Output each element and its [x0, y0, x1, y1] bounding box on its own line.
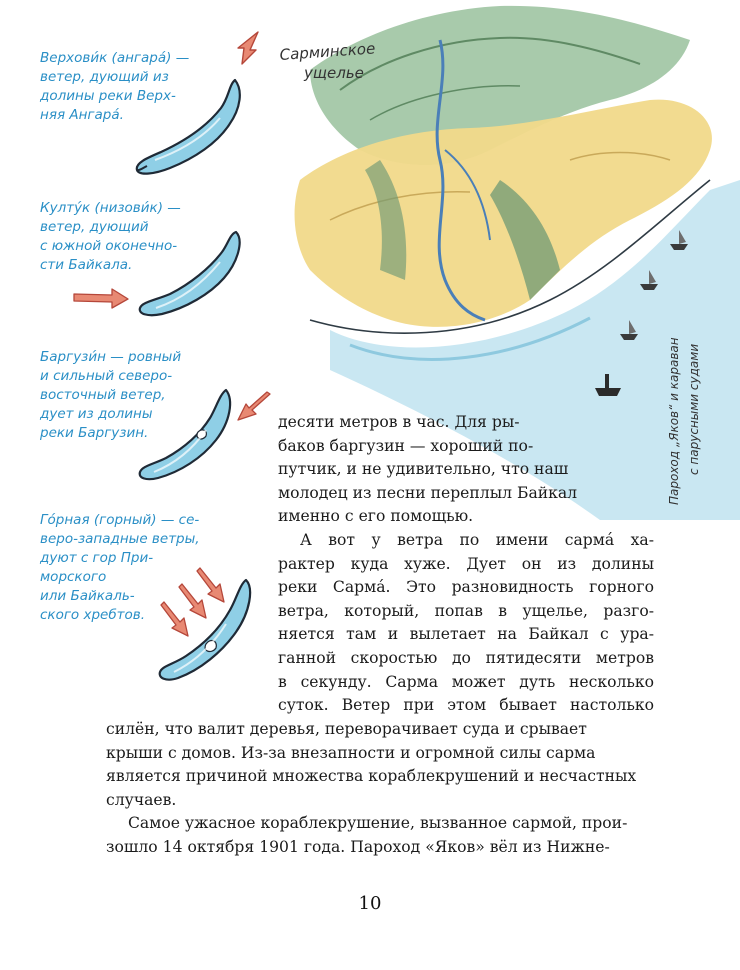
body-text-line: рактер куда хуже. Дует он из долины [278, 554, 654, 573]
ships-label: с парусными судами [687, 343, 701, 475]
body-text-line: баков баргузин — хороший по- [278, 436, 534, 455]
body-text-line: является причиной множества кораблекрушений и несчастных [106, 767, 637, 786]
baikal-lake-barguzin-illustration [128, 382, 248, 492]
wind-text-line: или Байкаль- [40, 588, 135, 604]
body-text-line: случаев. [106, 790, 177, 809]
body-text-narrow [278, 411, 654, 718]
baikal-lake-kultuk-illustration [128, 222, 268, 332]
body-text-line: суток. Ветер при этом бывает настолько [278, 696, 654, 715]
body-text-line: силён, что валит деревья, переворачивает суда и срывает [106, 720, 587, 738]
wind-arrow-icon [160, 598, 194, 638]
gorge-label: Сарминское [279, 39, 376, 64]
body-text-line: зошло 14 октября 1901 года. Пароход «Яков» вёл из Нижне- [106, 837, 610, 856]
wind-text-line: реки Баргузин. [40, 425, 149, 441]
wind-text-line: долины реки Верх- [40, 88, 176, 104]
wind-text-line: веро-западные ветры, [40, 531, 200, 547]
body-text-line: няется там и вылетает на Байкал с ура- [278, 625, 654, 644]
body-text-line: ветра, который, попав в ущелье, разго- [278, 601, 654, 620]
body-text-line: ганной скоростью до пятидесяти метров [278, 648, 654, 667]
wind-text-line: с южной оконечно- [40, 238, 178, 254]
wind-text-line: морского [40, 569, 107, 585]
body-text-wide [106, 718, 654, 860]
wind-text-line: и сильный северо- [40, 368, 173, 384]
wind-text-line: дуют с гор При- [40, 550, 154, 566]
body-text-line: реки Сарма́. Это разновидность горного [278, 578, 654, 597]
ships-label: Пароход „Яков“ и караван [667, 337, 681, 505]
body-text-line: именно с его помощью. [278, 507, 474, 526]
wind-arrow-icon [228, 28, 268, 68]
wind-text-line: ветер, дующий [40, 219, 149, 235]
body-text-line: А вот у ветра по имени сарма́ ха- [300, 530, 654, 549]
body-text-line: десяти метров в час. Для ры- [278, 413, 520, 431]
wind-arrow-icon [234, 390, 274, 426]
body-text-line: путчик, и не удивительно, что наш [278, 460, 569, 479]
wind-text-line: Култу́к (низови́к) — [40, 200, 181, 216]
body-text-line: молодец из песни переплыл Байкал [278, 483, 578, 502]
page-number: 10 [358, 893, 382, 914]
body-text-line: Самое ужасное кораблекрушение, вызванное сармой, прои- [128, 814, 628, 833]
wind-text-line: ветер, дующий из [40, 69, 169, 85]
wind-arrow-icon [72, 286, 132, 310]
wind-text-line: Го́рная (горный) — се- [40, 512, 200, 528]
gorge-label: ущелье [304, 64, 364, 82]
wind-text-line: дует из долины [40, 406, 153, 422]
wind-text-line: Баргузи́н — ровный [40, 349, 182, 365]
wind-text-line: ского хребтов. [40, 607, 146, 623]
body-text-line: крыши с домов. Из-за внезапности и огромной силы сарма [106, 743, 596, 762]
wind-text-line: восточный ветер, [40, 387, 166, 403]
wind-text-line: Верхови́к (ангара́) — [40, 50, 190, 66]
body-text-line: в секунду. Сарма может дуть несколько [278, 672, 654, 691]
wind-text-line: няя Ангара́. [40, 107, 124, 123]
wind-text-line: сти Байкала. [40, 257, 133, 273]
